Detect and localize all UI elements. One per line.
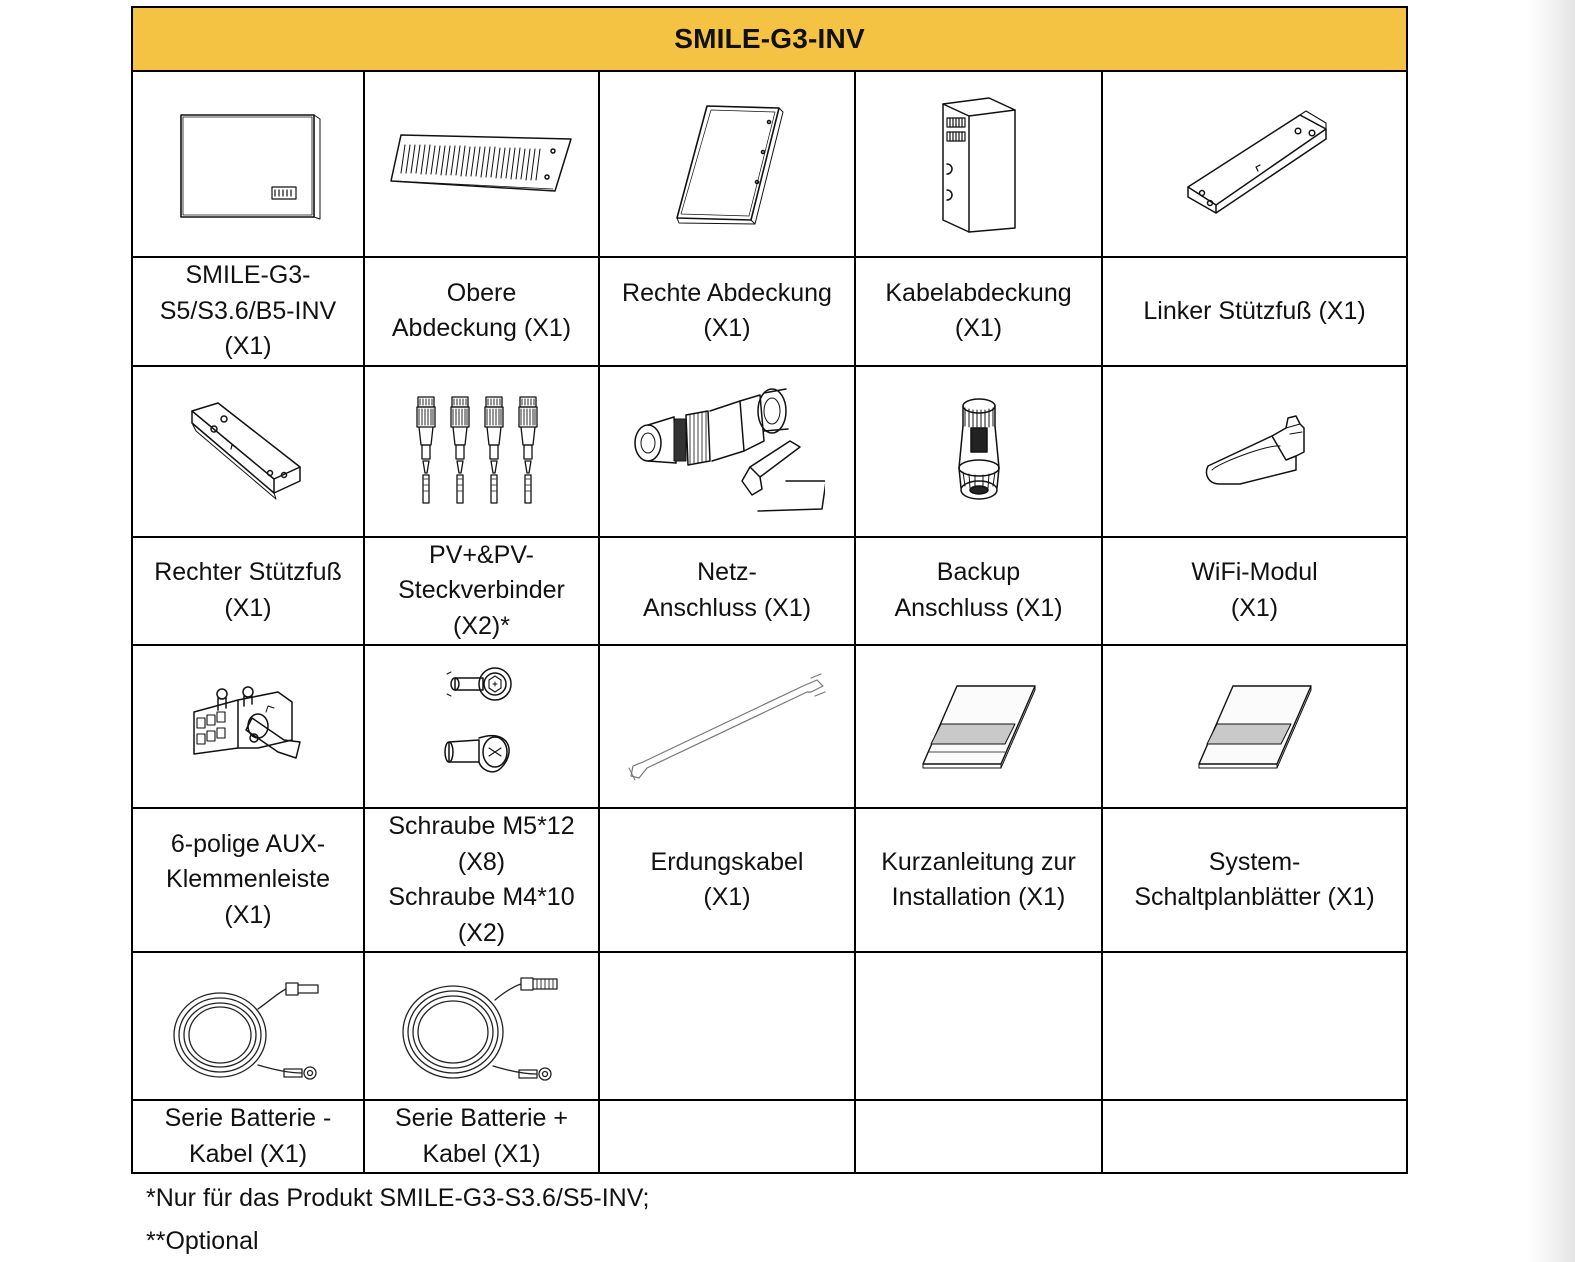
package-contents-table xyxy=(131,6,1408,1174)
part-label: Serie Batterie - Kabel (X1) xyxy=(132,1100,364,1173)
part-label: Backup Anschluss (X1) xyxy=(855,537,1102,646)
part-label: Erdungskabel (X1) xyxy=(599,808,855,952)
part-label: Netz- Anschluss (X1) xyxy=(599,537,855,646)
screws-icon xyxy=(437,664,527,789)
image-cell xyxy=(132,952,364,1100)
part-label: Schraube M5*12 (X8) Schraube M4*10 (X2) xyxy=(364,808,599,952)
image-row xyxy=(132,952,1407,1100)
part-label: Obere Abdeckung (X1) xyxy=(364,257,599,366)
label-row xyxy=(132,537,1407,646)
image-cell xyxy=(364,952,599,1100)
battery-plus-cable-icon xyxy=(397,966,567,1086)
empty-cell xyxy=(855,952,1102,1100)
image-cell xyxy=(599,366,855,537)
image-cell xyxy=(599,71,855,257)
part-label: 6-polige AUX- Klemmenleiste (X1) xyxy=(132,808,364,952)
cable-cover-icon xyxy=(939,94,1019,234)
table-header-row xyxy=(132,7,1407,71)
table-title: SMILE-G3-INV xyxy=(132,7,1407,71)
part-label: Linker Stützfuß (X1) xyxy=(1102,257,1407,366)
image-cell xyxy=(1102,366,1407,537)
image-cell xyxy=(855,71,1102,257)
image-cell xyxy=(132,645,364,808)
left-support-foot-icon xyxy=(1180,109,1330,219)
empty-cell xyxy=(1102,952,1407,1100)
part-label: WiFi-Modul (X1) xyxy=(1102,537,1407,646)
wifi-module-icon xyxy=(1200,414,1310,489)
label-row xyxy=(132,1100,1407,1173)
wiring-diagram-sheets-icon xyxy=(1195,682,1315,772)
battery-minus-cable-icon xyxy=(168,969,328,1084)
image-row xyxy=(132,645,1407,808)
part-label: System- Schaltplanblätter (X1) xyxy=(1102,808,1407,952)
footnote-product-only: *Nur für das Produkt SMILE-G3-S3.6/S5-INV; xyxy=(146,1184,650,1212)
label-row xyxy=(132,808,1407,952)
part-label: Kabelabdeckung (X1) xyxy=(855,257,1102,366)
top-cover-icon xyxy=(387,129,577,199)
image-cell xyxy=(364,645,599,808)
part-label: Serie Batterie + Kabel (X1) xyxy=(364,1100,599,1173)
ground-cable-icon xyxy=(627,672,827,782)
part-label: SMILE-G3- S5/S3.6/B5-INV (X1) xyxy=(132,257,364,366)
image-row xyxy=(132,71,1407,257)
empty-cell xyxy=(1102,1100,1407,1173)
right-edge-shadow xyxy=(1528,0,1575,1262)
image-cell xyxy=(855,645,1102,808)
image-row xyxy=(132,366,1407,537)
aux-terminal-block-icon xyxy=(188,682,308,772)
right-support-foot-icon xyxy=(188,401,308,501)
inverter-unit-icon xyxy=(173,107,323,222)
image-cell xyxy=(599,645,855,808)
empty-cell xyxy=(855,1100,1102,1173)
label-row xyxy=(132,257,1407,366)
footnote-optional: **Optional xyxy=(146,1227,259,1255)
pv-connector-set-icon xyxy=(412,395,552,507)
grid-connector-icon xyxy=(630,381,825,521)
part-label: Rechte Abdeckung (X1) xyxy=(599,257,855,366)
empty-cell xyxy=(599,952,855,1100)
quick-guide-booklet-icon xyxy=(919,682,1039,772)
part-label: PV+&PV- Steckverbinder (X2)* xyxy=(364,537,599,646)
backup-connector-icon xyxy=(939,396,1019,506)
image-cell xyxy=(1102,71,1407,257)
part-label: Rechter Stützfuß (X1) xyxy=(132,537,364,646)
image-cell xyxy=(132,366,364,537)
image-cell xyxy=(855,366,1102,537)
image-cell xyxy=(364,71,599,257)
image-cell xyxy=(364,366,599,537)
part-label: Kurzanleitung zur Installation (X1) xyxy=(855,808,1102,952)
right-cover-icon xyxy=(667,102,787,227)
image-cell xyxy=(132,71,364,257)
empty-cell xyxy=(599,1100,855,1173)
image-cell xyxy=(1102,645,1407,808)
